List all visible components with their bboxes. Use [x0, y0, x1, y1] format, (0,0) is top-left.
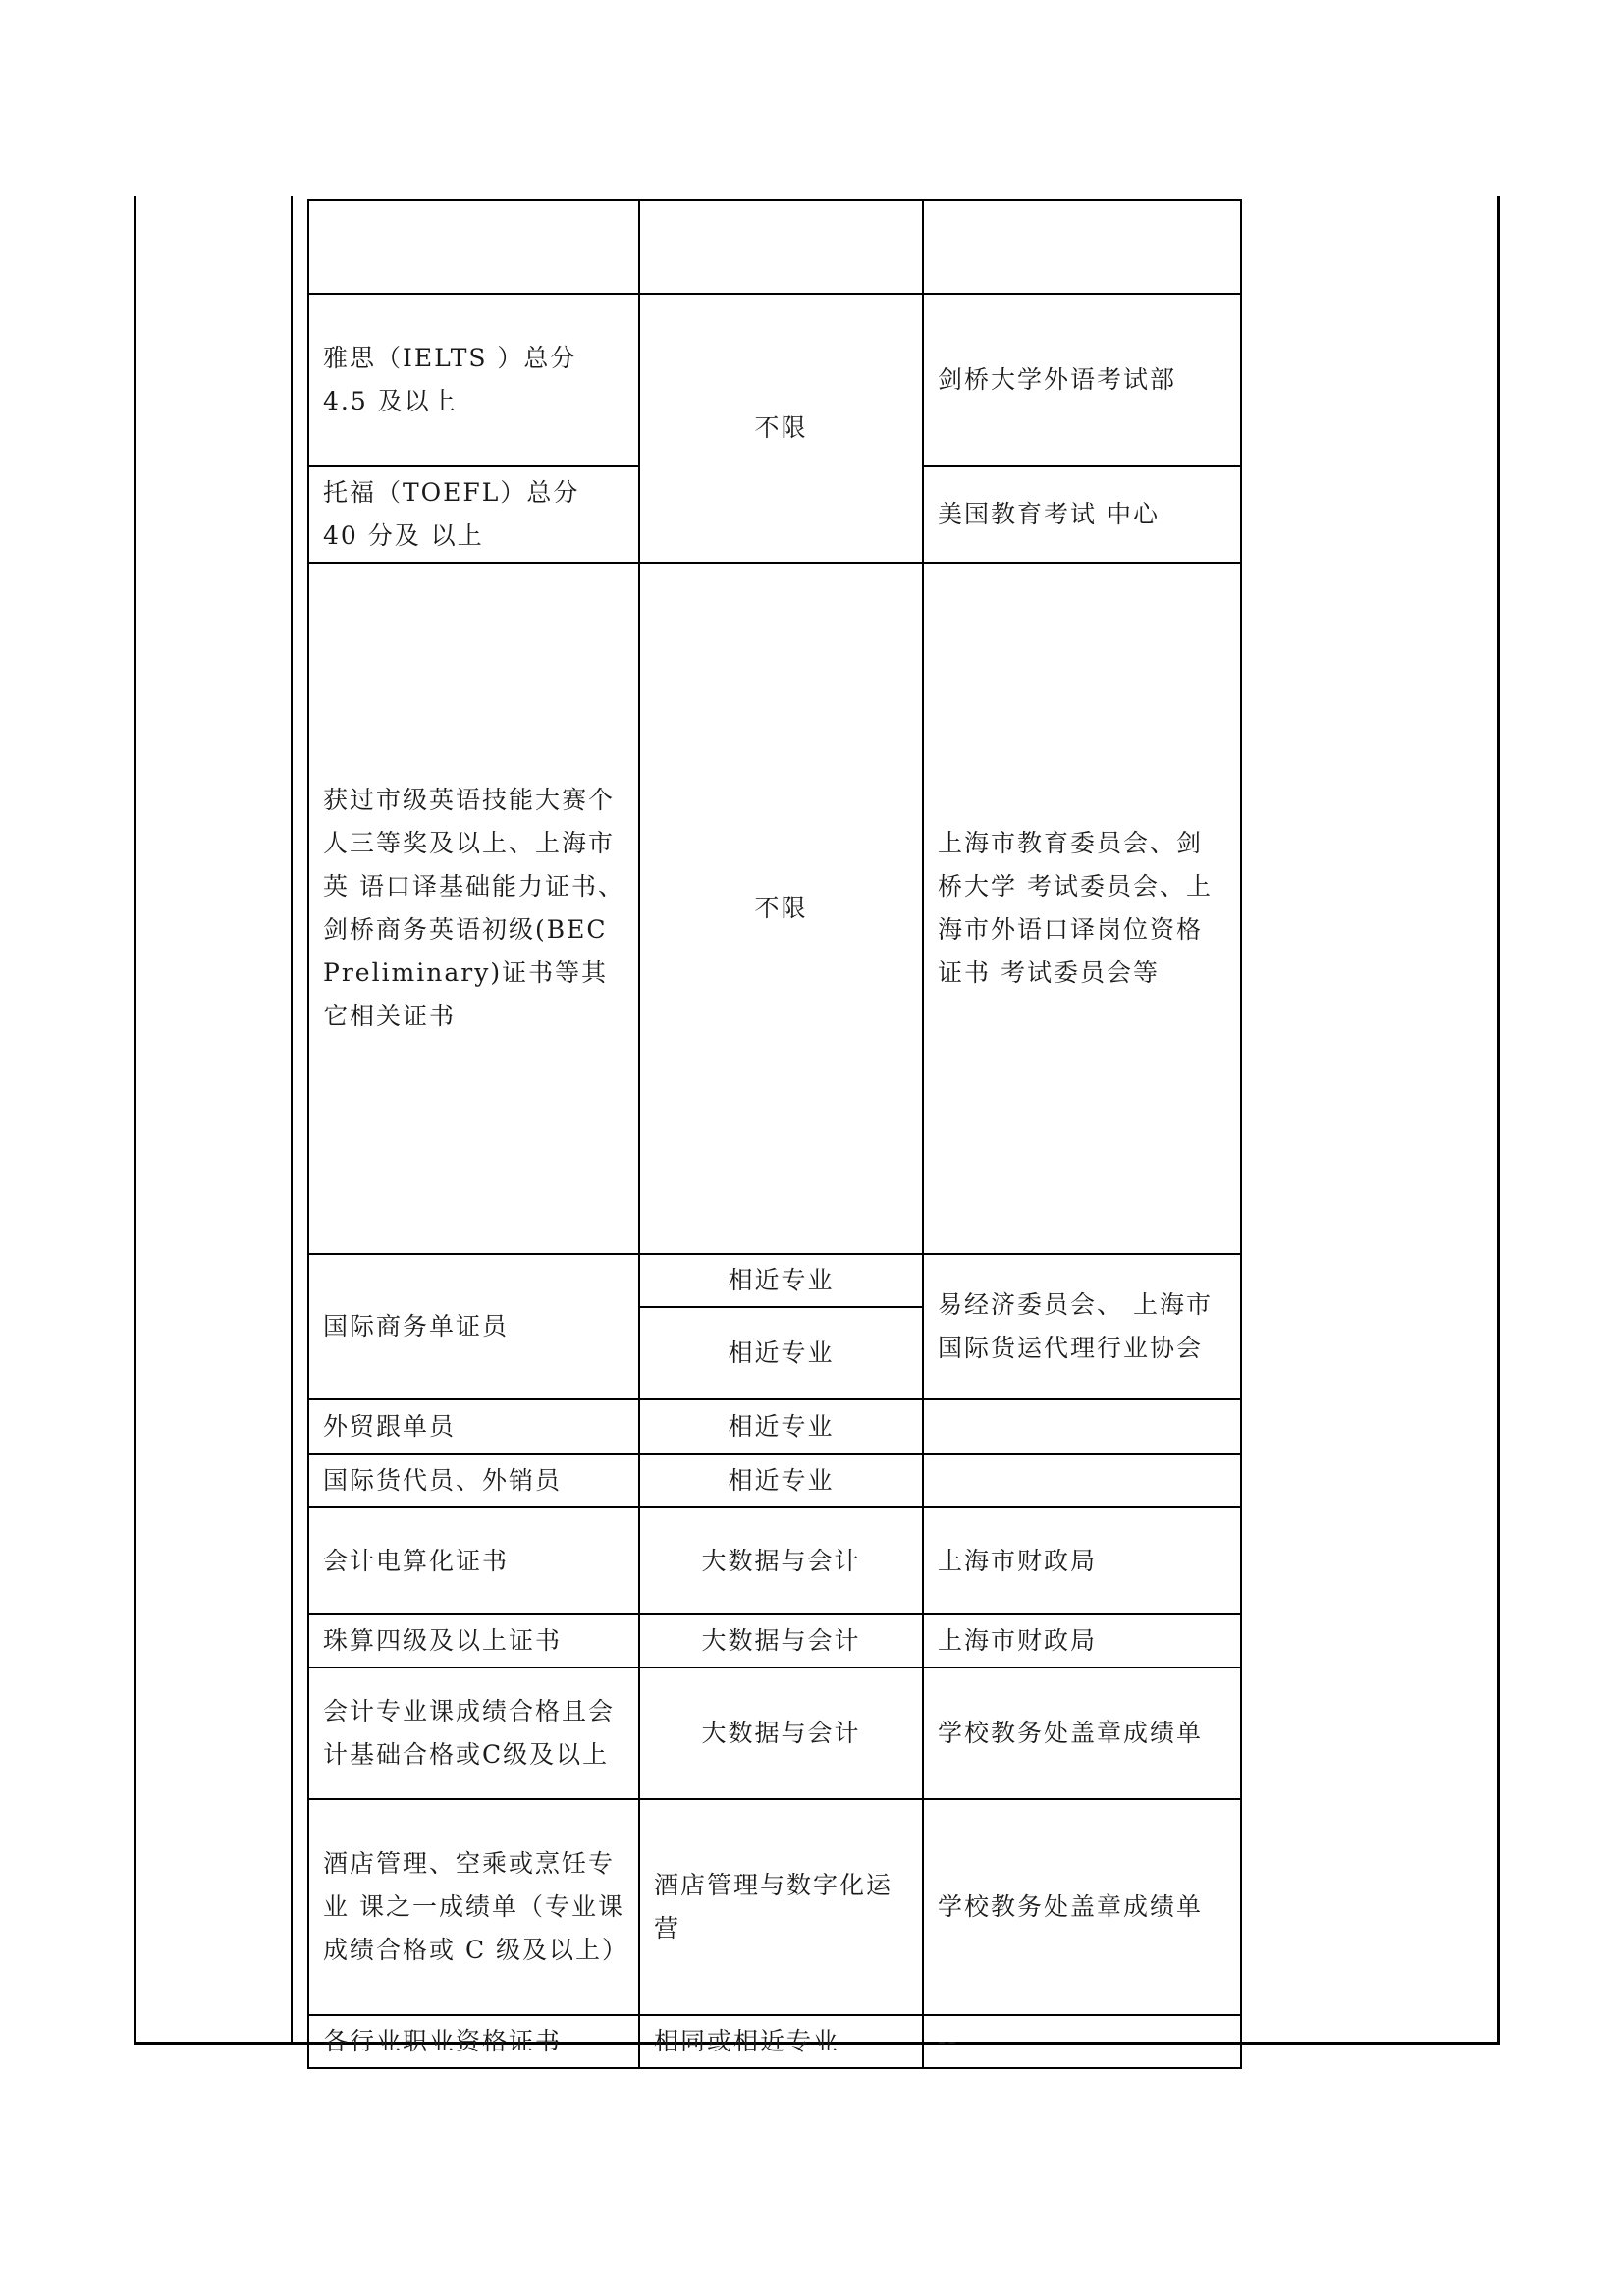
major-cell: 大数据与会计: [639, 1507, 923, 1614]
inner-left-border: [291, 196, 293, 2045]
table-row: [308, 1454, 1241, 1507]
table-row: [308, 1799, 1241, 2015]
certificate-table: [307, 199, 1242, 2069]
outer-left-border: [134, 196, 136, 2045]
issuer-cell: 学校教务处盖章成绩单: [923, 1667, 1241, 1799]
major-cell: 大数据与会计: [639, 1667, 923, 1799]
outer-right-border: [1497, 196, 1500, 2045]
table-row: [308, 563, 1241, 1254]
table-row: [308, 200, 1241, 294]
issuer-cell: 美国教育考试 中心: [923, 466, 1241, 563]
cert-name-cell: 获过市级英语技能大赛个 人三等奖及以上、上海市英 语口译基础能力证书、剑桥商务英语初级(BEC Preliminary)证书等其它相关证书: [308, 563, 639, 1254]
table-row: [308, 294, 1241, 466]
cert-name-cell: 会计专业课成绩合格且会计基础合格或C级及以上: [308, 1667, 639, 1799]
cert-name-cell: 国际货代员、外销员: [308, 1454, 639, 1507]
issuer-cell: [923, 1399, 1241, 1454]
table-row: [308, 1254, 1241, 1307]
cell-empty-2: [639, 200, 923, 294]
cert-name-cell: 外贸跟单员: [308, 1399, 639, 1454]
cell-empty-1: [308, 200, 639, 294]
major-cell: 大数据与会计: [639, 1614, 923, 1667]
table-row: [308, 1614, 1241, 1667]
table-row: [308, 1667, 1241, 1799]
issuer-cell: 上海市教育委员会、剑桥大学 考试委员会、上海市外语口译岗位资格证书 考试委员会等: [923, 563, 1241, 1254]
cert-name-cell: 会计电算化证书: [308, 1507, 639, 1614]
cell-empty-3: [923, 200, 1241, 294]
issuer-cell: 上海市财政局: [923, 1507, 1241, 1614]
major-cell: 酒店管理与数字化运营: [639, 1799, 923, 2015]
cert-name-cell: 托福（TOEFL）总分 40 分及 以上: [308, 466, 639, 563]
major-cell: 相近专业: [639, 1454, 923, 1507]
issuer-cell: 学校教务处盖章成绩单: [923, 1799, 1241, 2015]
cert-name-cell: 酒店管理、空乘或烹饪专业 课之一成绩单（专业课成绩合格或 C 级及以上）: [308, 1799, 639, 2015]
cert-name-cell: 国际商务单证员: [308, 1254, 639, 1399]
issuer-cell: [923, 1454, 1241, 1507]
table-row: [308, 1399, 1241, 1454]
major-cell: 不限: [639, 294, 923, 563]
cert-name-cell: 珠算四级及以上证书: [308, 1614, 639, 1667]
issuer-cell: 剑桥大学外语考试部: [923, 294, 1241, 466]
major-cell: 相同或相近专业: [639, 2015, 923, 2068]
cert-name-cell: 各行业职业资格证书: [308, 2015, 639, 2068]
cert-name-cell: 雅思（IELTS ）总分 4.5 及以上: [308, 294, 639, 466]
table-row: [308, 1507, 1241, 1614]
issuer-cell: --: [923, 2015, 1241, 2068]
issuer-cell: 易经济委员会、 上海市国际货运代理行业协会: [923, 1254, 1241, 1399]
major-cell: 相近专业: [639, 1254, 923, 1307]
table-row: [308, 2015, 1241, 2068]
major-cell: 不限: [639, 563, 923, 1254]
issuer-cell: 上海市财政局: [923, 1614, 1241, 1667]
major-cell: 相近专业: [639, 1307, 923, 1399]
major-cell: 相近专业: [639, 1399, 923, 1454]
